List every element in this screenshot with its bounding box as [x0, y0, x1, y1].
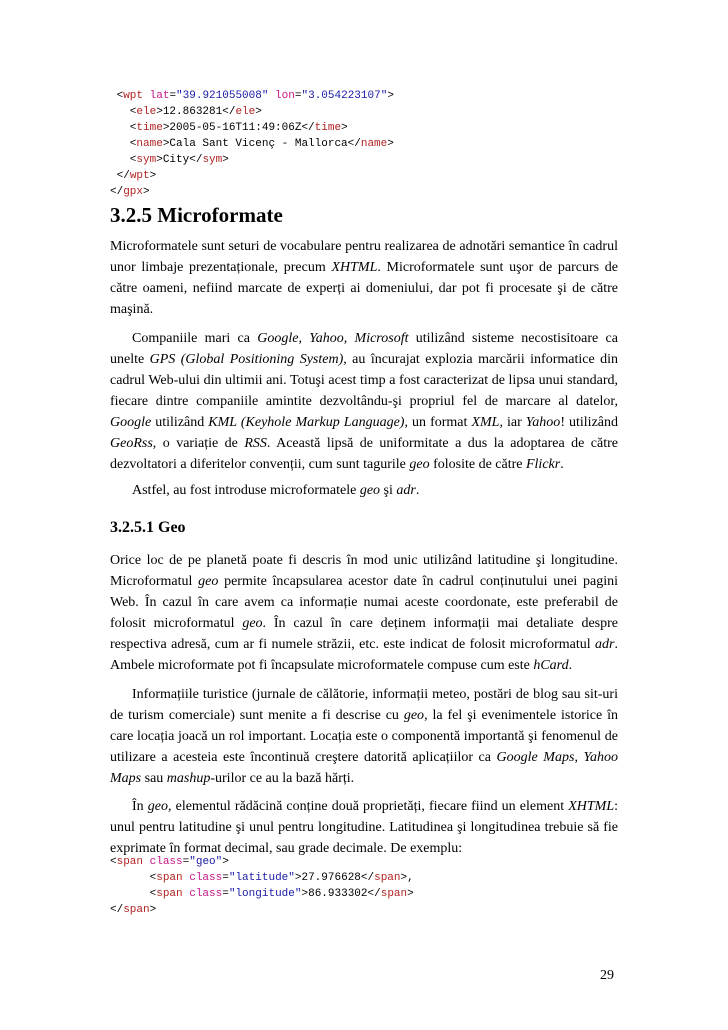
subsection-paragraph-1: Orice loc de pe planetă poate fi descris în mod unic utilizând latitudine şi longitudine. Microformatul geo permite încapsularea acestor date în cadrul conținutului unei pagini Web. În cazul în care avem ca informație numai aceste coordonate, este preferabil de folosit microformatul geo. În cazul în care deținem informații mai detaliate despre respectiva adresă, cum ar fi numele străzii, etc. este indicat de folosit microformatul adr. Ambele microformate pot fi încapsulate microformatele compuse cum este hCard. — [110, 553, 619, 673]
gpx-code-block: <wpt lat="39.921055008" lon="3.054223107"> <ele>12.863281</ele> <time>2005-05-16T11:49:06Z</time> <name>Cala Sant Vicenç - Mallorca</name> <sym>City</sym> </wpt> </gpx> — [110, 90, 394, 198]
subsection-paragraph-2: Informațiile turistice (jurnale de călătorie, informații meteo, postări de blog sau sit-uri de turism comerciale) sunt menite a fi descrise cu geo, la fel şi evenimentele istorice în care locația joacă un rol important. Locația este o componentă importantă şi fenomenul de utilizare a acesteia este încontinuă creştere datorită aplicațiilor ca Google Maps, Yahoo Maps sau mashup-urilor ce au la bază hărți. — [110, 687, 619, 786]
code-text: 2005-05-16T11:49:06Z — [169, 122, 302, 134]
code-value: "latitude" — [228, 872, 295, 884]
code-value: "longitude" — [228, 888, 302, 900]
span-code-block: <span class="geo"> <span class="latitude">27.976628</span>, <span class="longitude">86.933302</span> </span> — [110, 856, 414, 916]
code-attr: lon — [275, 90, 295, 102]
code-attr: class — [149, 856, 183, 868]
code-text: City — [162, 154, 190, 166]
section-paragraph-1: Microformatele sunt seturi de vocabulare pentru realizarea de adnotări semantice în cadrul unor limbaje prezentaționale, precum XHTML. Microformatele sunt uşor de parcurs de către oameni, nefiind marcate de experți ai domeniului, dar pot fi procesate şi de către maşină. — [110, 239, 618, 317]
code-text: 12.863281 — [162, 106, 223, 118]
code-value: "39.921055008" — [176, 90, 269, 102]
code-attr: lat — [149, 90, 170, 102]
section-paragraph-3: Astfel, au fost introduse microformatele geo şi adr. — [132, 483, 420, 498]
code-text: 86.933302 — [308, 888, 368, 900]
code-tag: span — [116, 856, 144, 868]
section-heading: 3.2.5 Microformate — [110, 203, 283, 227]
subsection-paragraph-3: În geo, elementul rădăcină conține două proprietăți, fiecare fiind un element XHTML: unul pentru latitudine şi unul pentru longitudine. Latitudinea şi longitudinea trebuie să fie exprimate în format decimal, sau grade decimale. De exemplu: — [110, 799, 618, 856]
code-text: Cala Sant Vicenç - Mallorca — [169, 138, 348, 150]
code-text: 27.976628 — [301, 872, 361, 884]
code-value: "3.054223107" — [301, 90, 388, 102]
code-tag: wpt — [123, 90, 144, 102]
subsection-heading: 3.2.5.1 Geo — [110, 519, 186, 536]
code-tag: gpx — [123, 186, 144, 198]
section-paragraph-2: Companiile mari ca Google, Yahoo, Microsoft utilizând sisteme necostisitoare ca unelte GPS (Global Positioning System), au încurajat explozia marcării informatice din cadrul Web-ului din ultimii ani. Totuşi acest timp a fost caracterizat de lipsa unui standard, fiecare dintre companiile amintite dezvoltându-şi propriul fel de marcare al datelor, Google utilizând KML (Keyhole Markup Language), un format XML, iar Yahoo! utilizând GeoRss, o variație de RSS. Această lipsă de uniformitate a dus la adoptarea de către dezvoltatori a diferitelor convenții, cum sunt tagurile geo folosite de către Flickr. — [110, 331, 619, 472]
code-value: "geo" — [189, 856, 223, 868]
page-number: 29 — [600, 968, 614, 983]
